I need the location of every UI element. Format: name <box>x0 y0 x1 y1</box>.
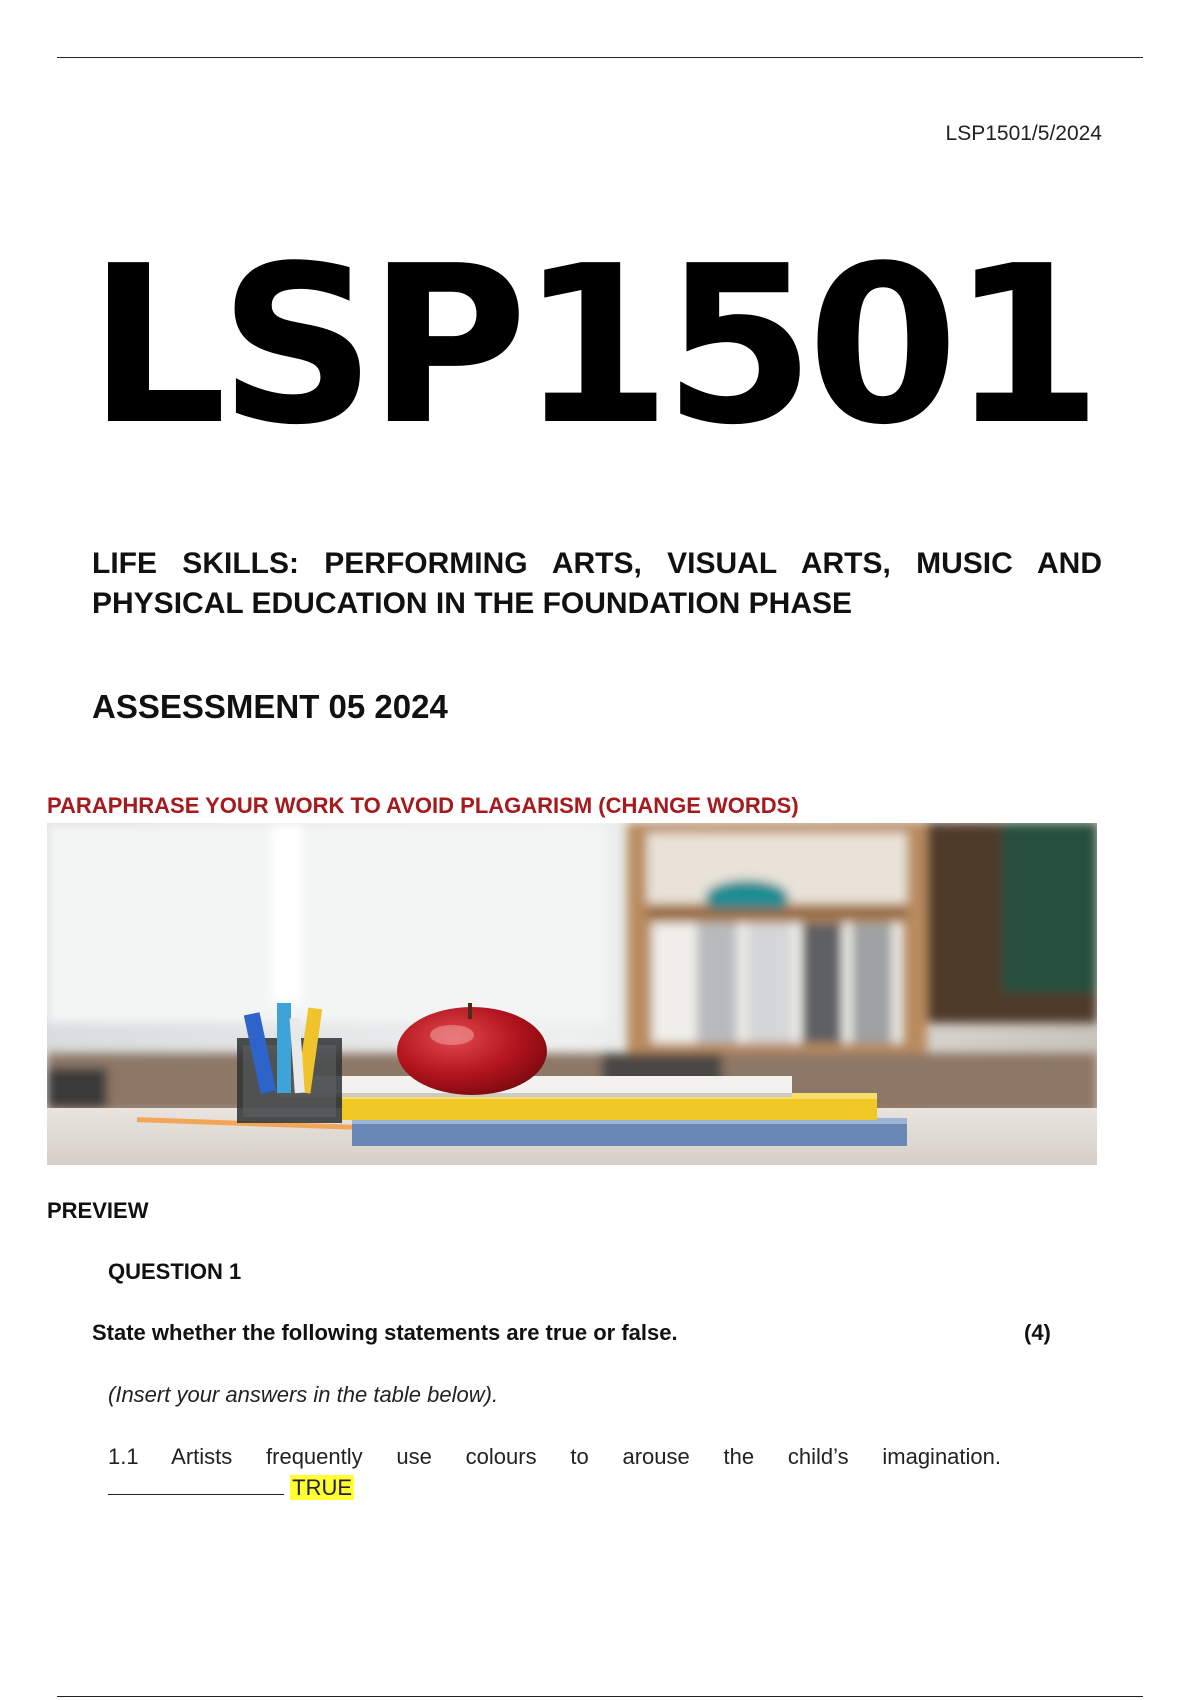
answer-note: (Insert your answers in the table below). <box>108 1382 499 1407</box>
assessment-heading: ASSESSMENT 05 2024 <box>92 688 448 725</box>
highlighted-answer: TRUE <box>292 1475 353 1500</box>
course-code-title: LSP1501 <box>88 220 1095 473</box>
answer-line <box>108 1474 354 1501</box>
course-title: LIFE SKILLS: PERFORMING ARTS, VISUAL ARTS, MUSIC AND PHYSICAL EDUCATION IN THE FOUNDATION PHASE <box>92 547 1102 620</box>
classroom-desk-photo <box>47 823 1097 1165</box>
top-rule <box>57 57 1143 58</box>
bottom-rule <box>57 1696 1143 1697</box>
question-marks: (4) <box>1024 1320 1051 1345</box>
question-instruction: State whether the following statements are true or false. <box>92 1320 678 1345</box>
preview-label: PREVIEW <box>47 1198 149 1223</box>
question-heading: QUESTION 1 <box>108 1259 242 1284</box>
document-code: LSP1501/5/2024 <box>945 122 1102 145</box>
statement-1-1: 1.1 Artists frequently use colours to arouse the child’s imagination. <box>108 1444 1001 1469</box>
plagiarism-warning: PARAPHRASE YOUR WORK TO AVOID PLAGARISM (CHANGE WORDS) <box>47 793 799 818</box>
answer-blank <box>108 1474 284 1495</box>
